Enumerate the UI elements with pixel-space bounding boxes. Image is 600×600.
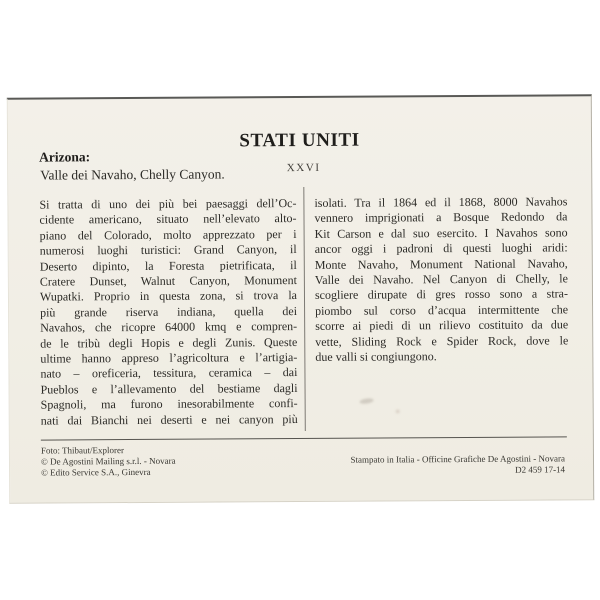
smudge-mark: [359, 398, 374, 405]
text-line: Foto: Thibaut/Explorer: [40, 445, 125, 456]
text-line: piano del Colorado, molto apprezzato per i: [39, 226, 297, 243]
text-line: Si tratta di uno dei più bei paesaggi dell’Oc-: [39, 196, 297, 212]
text-line: vette, Sliding Rock e Spider Rock, dove le: [315, 333, 569, 349]
text-line: de le tribù degli Hopis e degli Zunis. Queste: [40, 334, 298, 351]
text-line: nato – oreficeria, tessitura, ceramica – dai: [40, 365, 298, 382]
series-number: XXVI: [286, 161, 321, 175]
postcard-back: [7, 94, 594, 504]
column-divider: [303, 187, 305, 431]
footer-rule: [41, 436, 567, 440]
smudge-mark: [396, 409, 400, 413]
text-line: scogliere dirupate di gres rosso sono a stra-: [314, 286, 569, 303]
text-line: Valle dei Navaho. Nel Canyon di Chelly, le: [314, 271, 568, 287]
text-line: Stampato in Italia - Officine Grafiche De Agostini - Novara: [350, 453, 566, 465]
region-label: Arizona:: [39, 149, 91, 165]
text-line: cidente americano, situato nell’elevato alto-: [39, 211, 297, 227]
card-subtitle: Valle dei Navaho, Chelly Canyon.: [40, 166, 225, 183]
text-line: due valli si congiungono.: [315, 349, 437, 364]
text-line: Wupatki. Proprio in questa zona, si trova la: [39, 288, 298, 305]
text-line: nati dai Bianchi nei deserti e nei canyon più: [40, 411, 298, 428]
text-line: isolati. Tra il 1864 ed il 1868, 8000 Navahos: [314, 194, 568, 210]
text-line: numerosi luoghi turistici: Grand Canyon, il: [39, 242, 297, 258]
text-line: Deserto dipinto, la Foresta pietrificata, il: [39, 257, 297, 274]
text-line: più grande riserva indiana, quella dei: [40, 303, 298, 320]
text-line: Pueblos e l’allevamento del bestiame dagli: [40, 380, 298, 397]
text-line: © Edito Service S.A., Ginevra: [41, 467, 151, 478]
text-line: Kit Carson e dal suo esercito. I Navahos sono: [314, 225, 568, 241]
text-line: piombo sul corso d’acqua intermittente che: [315, 302, 569, 318]
text-line: vennero imprigionati a Bosque Redondo da: [314, 209, 568, 226]
text-line: ultime hanno appreso l’agricoltura e l’artigia-: [40, 350, 298, 366]
text-line: D2 459 17-14: [515, 464, 566, 475]
text-line: © De Agostini Mailing s.r.l. - Novara: [40, 455, 176, 467]
body-left-column: [39, 196, 297, 429]
text-line: Navahos, che ricopre 64000 kmq e compren-: [40, 319, 298, 335]
text-line: Monte Navaho, Monument National Navaho,: [314, 255, 568, 272]
card-title: STATI UNITI: [239, 129, 360, 152]
body-right-column: [314, 194, 568, 365]
text-line: Spagnoli, ma furono inesorabilmente confi-: [40, 396, 298, 412]
text-line: Cratere Dunset, Walnut Canyon, Monument: [39, 273, 297, 289]
footer-credits: [41, 445, 176, 479]
footer-print-info: [350, 453, 565, 477]
text-line: ancor oggi i padroni di questi luoghi aridi:: [314, 240, 568, 257]
text-line: scorre ai piedi di un rilievo costituito da due: [315, 317, 569, 334]
